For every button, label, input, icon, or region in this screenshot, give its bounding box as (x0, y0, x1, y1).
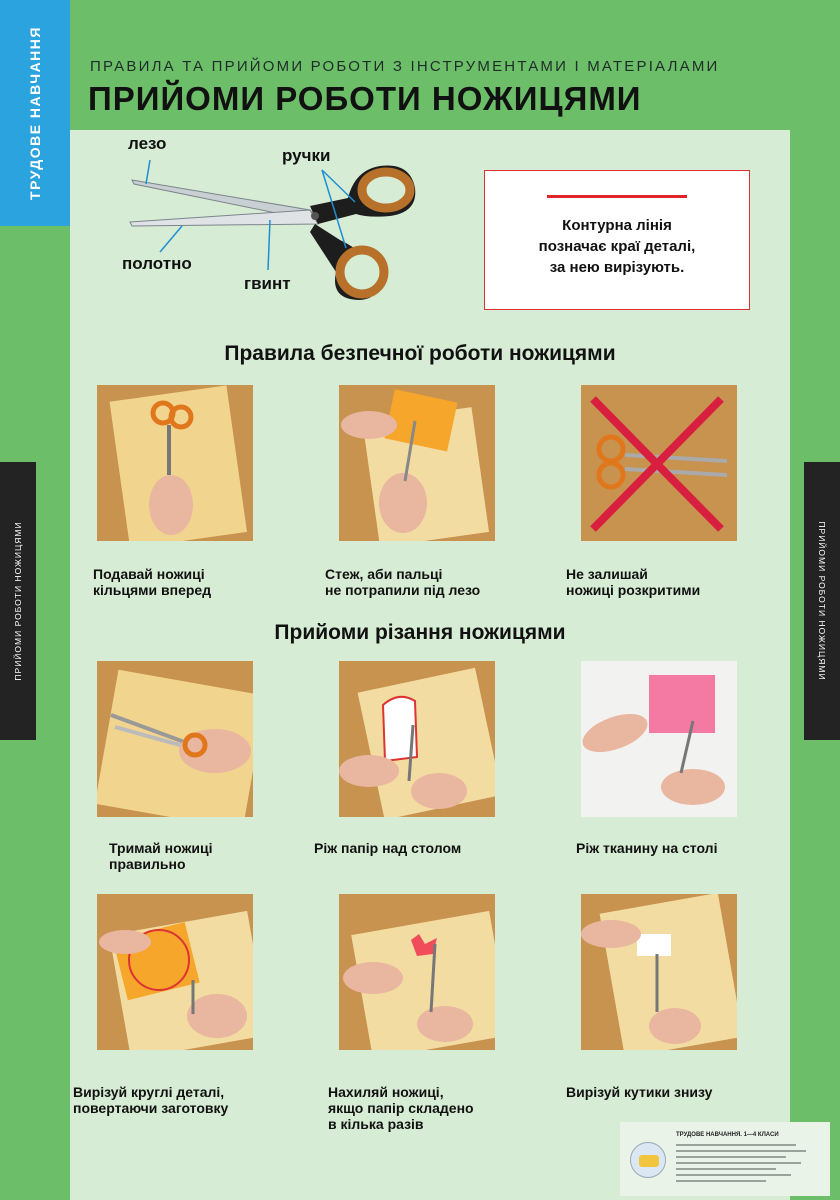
caption-cut-fabric (576, 840, 717, 856)
photo-cut-round (97, 894, 253, 1050)
contour-note-text (485, 215, 749, 278)
publisher-logo (630, 1142, 666, 1178)
photo-tilt-scissors (339, 894, 495, 1050)
caption-line: не потрапили під лезо (325, 582, 481, 598)
label-cloth: полотно (122, 254, 192, 273)
photo-watch-fingers (339, 385, 495, 541)
contour-note (484, 170, 750, 310)
contour-text-line: за нею вирізують. (549, 259, 685, 276)
subject-tab-label: ТРУДОВЕ НАВЧАННЯ (27, 26, 43, 200)
caption-tilt-scissors (328, 1084, 474, 1132)
caption-scissors-open (566, 566, 700, 598)
caption-line: повертаючи заготовку (73, 1100, 229, 1116)
photo-cut-over-table (339, 661, 495, 817)
caption-cut-corners (566, 1084, 712, 1100)
caption-line: Ріж тканину на столі (576, 840, 718, 856)
contour-text-line: позначає краї деталі, (538, 238, 696, 255)
caption-line: Не залишай (566, 566, 648, 582)
publisher-imprint (620, 1122, 830, 1196)
imprint-fine-print (676, 1174, 791, 1176)
imprint-fine-print (676, 1162, 801, 1164)
label-screw: гвинт (244, 274, 291, 293)
caption-line: Вирізуй кутики знизу (566, 1084, 713, 1100)
caption-line: Стеж, аби пальці (325, 566, 443, 582)
label-blade: лезо (128, 134, 167, 153)
imprint-fine-print (676, 1168, 776, 1170)
caption-cut-round (73, 1084, 228, 1116)
caption-line: в кілька разів (328, 1116, 424, 1132)
right-side-tab (804, 462, 840, 740)
caption-line: ножиці розкритими (566, 582, 701, 598)
contour-text-line: Контурна лінія (562, 217, 672, 234)
poster-title: ПРИЙОМИ РОБОТИ НОЖИЦЯМИ (88, 80, 642, 117)
right-side-tab-label: ПРИЙОМИ РОБОТИ НОЖИЦЯМИ (817, 521, 827, 681)
caption-hold-scissors (109, 840, 212, 872)
caption-cut-over-table (314, 840, 461, 856)
caption-line: Вирізуй круглі деталі, (73, 1084, 225, 1100)
contour-line-sample (547, 195, 687, 198)
photo-cut-corners (581, 894, 737, 1050)
photo-scissors-open (581, 385, 737, 541)
label-handles: ручки (282, 146, 331, 165)
caption-line: якщо папір складено (328, 1100, 474, 1116)
caption-line: Подавай ножиці (93, 566, 205, 582)
imprint-fine-print (676, 1150, 806, 1152)
caption-line: Тримай ножиці (109, 840, 213, 856)
safety-section-title: Правила безпечної роботи ножицями (224, 342, 616, 365)
caption-line: Ріж папір над столом (314, 840, 462, 856)
caption-pass-scissors (93, 566, 211, 598)
left-side-tab-label: ПРИЙОМИ РОБОТИ НОЖИЦЯМИ (13, 521, 23, 681)
caption-line: правильно (109, 856, 186, 872)
poster-subtitle: ПРАВИЛА ТА ПРИЙОМИ РОБОТИ З ІНСТРУМЕНТАМИ І МАТЕРІАЛАМИ (90, 58, 720, 75)
left-side-tab (0, 462, 36, 740)
caption-line: Нахиляй ножиці, (328, 1084, 444, 1100)
photo-hold-scissors (97, 661, 253, 817)
imprint-title: ТРУДОВЕ НАВЧАННЯ. 1—4 КЛАСИ (676, 1132, 779, 1138)
imprint-fine-print (676, 1144, 796, 1146)
caption-line: кільцями вперед (93, 582, 212, 598)
imprint-fine-print (676, 1180, 766, 1182)
subject-tab (0, 0, 70, 226)
cutting-section-title: Прийоми різання ножицями (274, 621, 566, 644)
photo-cut-fabric (581, 661, 737, 817)
caption-watch-fingers (325, 566, 480, 598)
photo-pass-scissors (97, 385, 253, 541)
imprint-fine-print (676, 1156, 786, 1158)
